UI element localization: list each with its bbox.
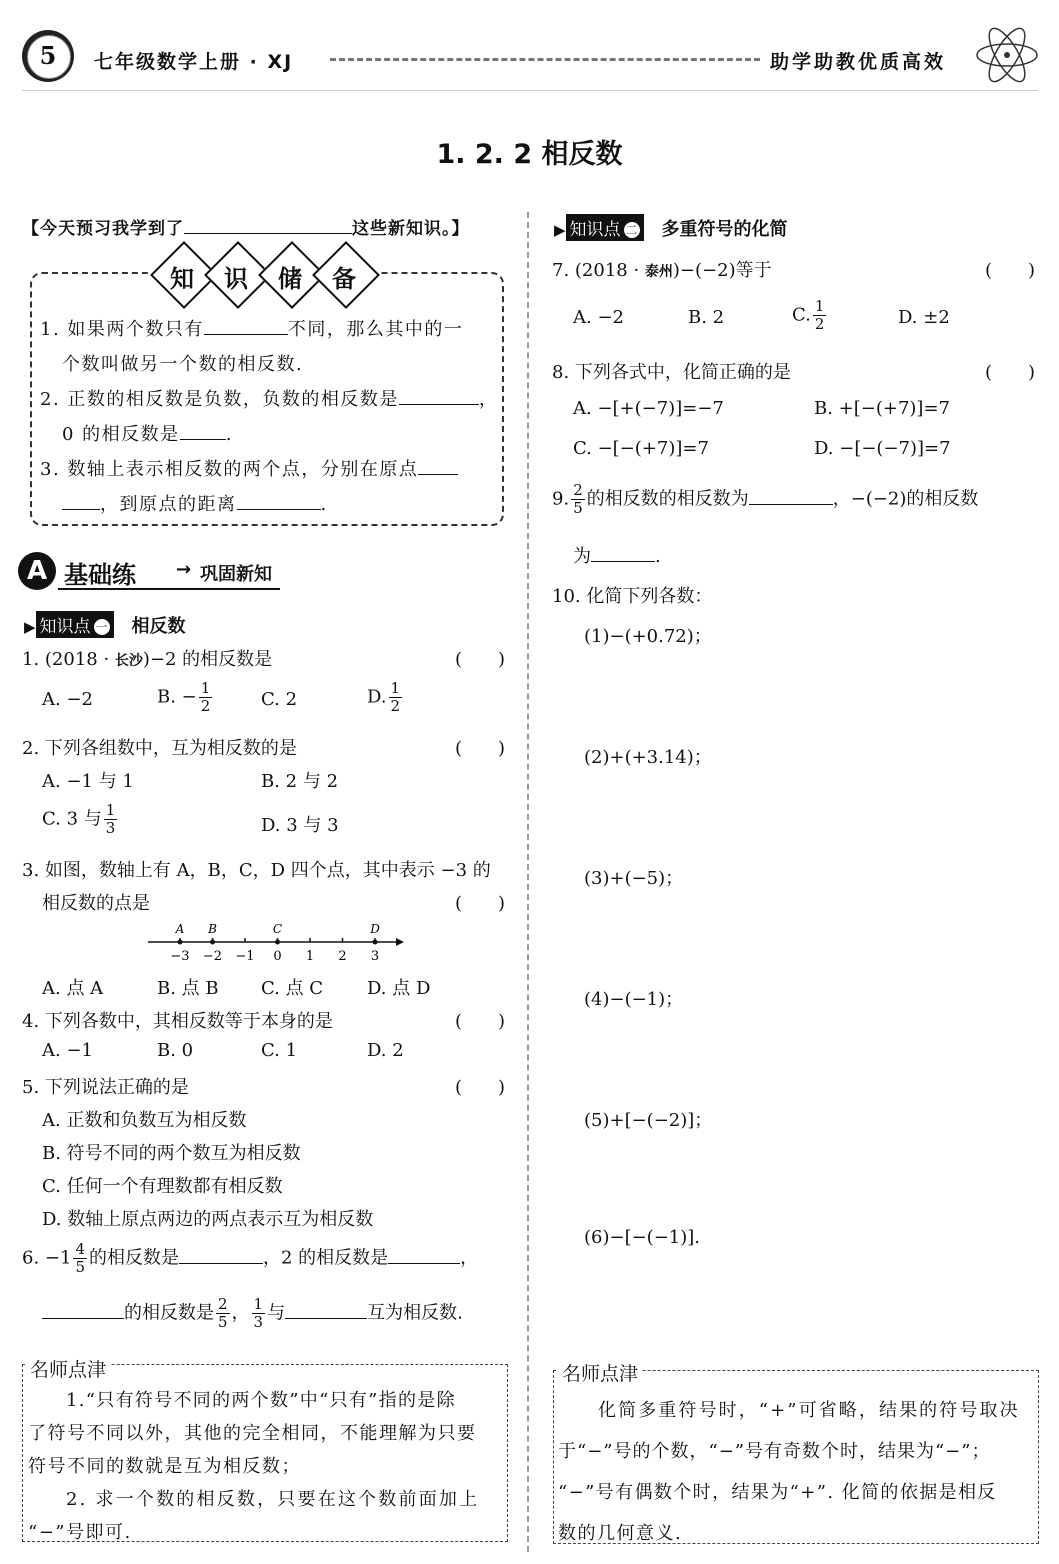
q3-option-b[interactable]: B. 点 B [157, 978, 219, 999]
preview-blank[interactable] [184, 217, 352, 234]
q-text: 1. (2018 · [22, 649, 115, 670]
frac-den: 5 [75, 1258, 85, 1276]
q10-item: (3)+(−5)； [584, 868, 684, 889]
question-6-cont [42, 1296, 463, 1331]
fraction [216, 1296, 230, 1331]
q-text: 6. −1 [22, 1247, 72, 1269]
q5-option-d[interactable]: D. 数轴上原点两边的两点表示互为相反数 [42, 1209, 374, 1230]
kp-tag-text: 知识点 [569, 220, 621, 240]
fraction [389, 680, 403, 715]
question-3-cont: 相反数的点是 [42, 893, 150, 914]
answer-blank[interactable] [399, 388, 479, 405]
q-text: 互为相反数. [367, 1302, 463, 1324]
axis-tick-label: 1 [305, 949, 315, 964]
question-3: 3. 如图，数轴上有 A，B，C，D 四个点，其中表示 −3 的 [22, 860, 491, 881]
q8-option-b[interactable]: B. +[−(+7)]=7 [814, 398, 950, 419]
frac-num: 4 [75, 1240, 85, 1258]
answer-blank[interactable] [179, 1247, 263, 1264]
axis-point-label: C [272, 922, 283, 936]
answer-paren[interactable]: ( ) [985, 260, 1036, 281]
header-dash-line [330, 58, 760, 61]
answer-blank[interactable] [418, 458, 458, 475]
answer-paren[interactable]: ( ) [455, 649, 506, 670]
book-title: 七年级数学上册 · XJ [94, 51, 294, 73]
knowledge-heading [150, 240, 380, 310]
heading-char: 备 [332, 265, 356, 293]
page-number: 5 [39, 41, 57, 70]
q-text: 的相反数是 [88, 1247, 179, 1269]
axis-tick-label: −1 [235, 949, 255, 964]
knowledge-point-2 [554, 214, 788, 241]
opt-text: C. 3 与 [42, 808, 102, 830]
item-text: 不同，那么其中的一 [287, 319, 464, 340]
answer-paren[interactable]: ( ) [455, 893, 506, 914]
opt-text: C. [792, 304, 811, 326]
triangle-icon: ▶ [24, 618, 36, 636]
fraction [73, 1241, 87, 1276]
q-text: 9. [552, 488, 570, 510]
q-source: 泰州 [644, 264, 673, 280]
q2-option-c[interactable] [42, 802, 119, 837]
question-5: 5. 下列说法正确的是 [22, 1077, 189, 1098]
axis-point [178, 940, 183, 945]
q-text: )−(−2)等于 [672, 260, 772, 281]
answer-paren[interactable]: ( ) [455, 1077, 506, 1098]
frac-num: 1 [200, 679, 211, 697]
section-a-badge [18, 552, 56, 590]
axis-point-label: B [208, 922, 217, 936]
q1-option-d[interactable] [367, 680, 404, 715]
q10-item: (4)−(−1)； [584, 989, 684, 1010]
q8-option-c[interactable]: C. −[−(+7)]=7 [573, 438, 709, 459]
item-text: 0 的相反数是 [62, 424, 180, 445]
item-text: 1. 如果两个数只有 [40, 319, 204, 340]
fraction [199, 680, 213, 715]
fraction [104, 802, 118, 837]
axis-point [210, 940, 215, 945]
header-slogan: 助学助教优质高效 [770, 51, 947, 73]
kp-title: 相反数 [131, 616, 186, 637]
question-8: 8. 下列各式中，化简正确的是 [552, 362, 791, 383]
tip-text: “−”号有偶数个时，结果为“+”. 化简的依据是相反 [558, 1482, 997, 1503]
knowledge-item-1 [40, 315, 463, 341]
frac-num: 1 [390, 679, 401, 697]
q10-item: (1)−(+0.72)； [584, 626, 712, 647]
question-4: 4. 下列各数中，其相反数等于本身的是 [22, 1011, 333, 1032]
frac-den: 3 [253, 1313, 264, 1331]
answer-blank[interactable] [591, 545, 655, 562]
q-text: ， [460, 1247, 479, 1269]
page-number-badge [22, 30, 74, 82]
q10-item: (6)−[−(−1)]. [584, 1227, 701, 1248]
q7-option-b[interactable]: B. 2 [688, 307, 725, 328]
arrow-icon: → [176, 559, 192, 580]
question-6 [22, 1241, 478, 1276]
badge-letter: A [26, 556, 48, 586]
axis-point-label: D [370, 922, 380, 936]
frac-num: 2 [573, 481, 583, 499]
triangle-icon: ▶ [554, 221, 566, 239]
frac-den: 2 [200, 697, 211, 715]
question-9-cont [573, 542, 661, 568]
axis-tick-label: 0 [273, 949, 282, 964]
opt-text: D. [367, 686, 387, 708]
answer-blank[interactable] [204, 318, 288, 335]
q8-option-d[interactable]: D. −[−(−7)]=7 [814, 438, 951, 459]
q-text: ， [231, 1302, 250, 1324]
q3-option-c[interactable]: C. 点 C [261, 978, 324, 999]
column-divider [527, 212, 529, 1552]
knowledge-item-1-cont: 个数叫做另一个数的相反数. [62, 354, 304, 375]
q5-option-c[interactable]: C. 任何一个有理数都有相反数 [42, 1176, 283, 1197]
knowledge-item-2 [40, 385, 498, 411]
knowledge-item-3-cont [62, 490, 328, 516]
question-1 [22, 645, 272, 671]
q4-option-b[interactable]: B. 0 [157, 1040, 194, 1061]
fraction [252, 1296, 266, 1331]
question-2: 2. 下列各组数中，互为相反数的是 [22, 738, 297, 759]
frac-den: 3 [105, 819, 116, 837]
preview-prefix: 【今天预习我学到了 [22, 219, 184, 239]
q7-option-c[interactable] [792, 298, 828, 333]
q-text: 7. (2018 · [552, 260, 645, 281]
axis-tick-label: −2 [202, 949, 223, 964]
question-10: 10. 化简下列各数： [552, 586, 713, 607]
atom-logo-icon [972, 22, 1042, 88]
answer-blank[interactable] [237, 493, 321, 510]
frac-den: 2 [814, 315, 825, 333]
axis-tick-label: 2 [338, 949, 347, 964]
frac-num: 1 [253, 1295, 264, 1313]
fraction [571, 482, 585, 517]
preview-line [22, 214, 470, 239]
q3-option-d[interactable]: D. 点 D [367, 978, 431, 999]
tip-text: 于“−”号的个数，“−”号有奇数个时，结果为“−”； [558, 1441, 991, 1462]
answer-blank[interactable] [749, 488, 833, 505]
header-rule [22, 90, 1038, 91]
q7-option-a[interactable]: A. −2 [573, 307, 624, 328]
item-text: . [225, 424, 233, 445]
lesson-title: 1. 2. 2 相反数 [436, 139, 623, 170]
tip-text: 2. 求一个数的相反数，只要在这个数前面加上 [66, 1489, 480, 1510]
kp-number: 一 [95, 620, 108, 634]
item-text: ，到原点的距离 [100, 494, 237, 515]
question-9 [552, 482, 978, 517]
tip-label: 名师点津 [26, 1355, 110, 1382]
axis-point [373, 940, 378, 945]
item-text: 3. 数轴上表示相反数的两个点，分别在原点 [40, 459, 419, 480]
q-text: ，−(−2)的相反数 [832, 488, 979, 510]
section-a-banner [18, 552, 280, 590]
section-a-subtitle: 巩固新知 [200, 564, 272, 585]
q-text: 的相反数是 [124, 1302, 214, 1324]
answer-blank[interactable] [180, 423, 226, 440]
q2-option-b[interactable]: B. 2 与 2 [261, 771, 339, 792]
knowledge-point-1 [24, 611, 186, 638]
q-text: 的相反数的相反数为 [586, 488, 749, 510]
q5-option-b[interactable]: B. 符号不同的两个数互为相反数 [42, 1143, 301, 1164]
axis-point [275, 940, 280, 945]
q8-option-a[interactable]: A. −[+(−7)]=−7 [573, 398, 724, 419]
answer-paren[interactable]: ( ) [455, 1011, 506, 1032]
kp-tag-text: 知识点 [39, 617, 91, 637]
q2-option-d[interactable]: D. 3 与 3 [261, 815, 339, 836]
frac-num: 1 [105, 801, 116, 819]
answer-blank[interactable] [285, 1302, 367, 1319]
axis-point-label: A [175, 922, 185, 936]
q1-option-a[interactable]: A. −2 [42, 689, 93, 710]
q1-option-c[interactable]: C. 2 [261, 689, 298, 710]
q4-option-a[interactable]: A. −1 [42, 1040, 93, 1061]
kp-number: 二 [625, 223, 638, 237]
axis-tick-label: −3 [170, 949, 190, 964]
q3-option-a[interactable]: A. 点 A [42, 978, 104, 999]
frac-den: 2 [390, 697, 401, 715]
knowledge-item-2-cont [62, 420, 233, 446]
q4-option-d[interactable]: D. 2 [367, 1040, 404, 1061]
q1-option-b[interactable] [157, 680, 214, 715]
q-text: )−2 的相反数是 [142, 649, 273, 670]
item-text: . [320, 494, 328, 515]
item-text: ， [478, 389, 499, 410]
preview-suffix: 这些新知识。】 [352, 219, 470, 239]
answer-paren[interactable]: ( ) [455, 738, 506, 759]
q10-item: (5)+[−(−2)]； [584, 1110, 713, 1131]
tip-text: 数的几何意义. [558, 1523, 683, 1544]
answer-blank[interactable] [42, 1302, 124, 1319]
opt-text: B. − [157, 686, 197, 708]
frac-num: 1 [814, 297, 825, 315]
tip-text: 符号不同的数就是互为相反数； [28, 1456, 301, 1477]
axis-tick-label: 3 [370, 949, 380, 964]
q-text: 为 [573, 546, 591, 567]
kp-title: 多重符号的化简 [661, 219, 788, 240]
tip-text: “−”号即可. [28, 1522, 132, 1543]
frac-num: 2 [218, 1295, 228, 1313]
tip-text: 化简多重符号时，“+”可省略，结果的符号取决 [598, 1400, 1020, 1421]
frac-den: 5 [218, 1313, 228, 1331]
knowledge-item-3 [40, 455, 458, 481]
q-text: 与 [267, 1302, 286, 1324]
answer-blank[interactable] [388, 1247, 460, 1264]
q4-option-c[interactable]: C. 1 [261, 1040, 298, 1061]
heading-char: 知 [170, 265, 194, 293]
heading-char: 识 [224, 265, 248, 293]
q5-option-a[interactable]: A. 正数和负数互为相反数 [42, 1110, 247, 1131]
kp-tag [566, 214, 644, 241]
tip-text: 了符号不同以外，其他的完全相同，不能理解为只要 [28, 1423, 477, 1444]
frac-den: 5 [573, 499, 583, 517]
number-line [140, 916, 410, 964]
fraction [813, 298, 827, 333]
kp-tag [36, 611, 114, 638]
heading-char: 储 [278, 265, 302, 293]
q2-option-a[interactable]: A. −1 与 1 [42, 771, 134, 792]
answer-paren[interactable]: ( ) [985, 362, 1036, 383]
q7-option-d[interactable]: D. ±2 [898, 307, 950, 328]
tip-text: 1.“只有符号不同的两个数”中“只有”指的是除 [66, 1390, 456, 1411]
q10-item: (2)+(+3.14)； [584, 747, 712, 768]
item-text: 2. 正数的相反数是负数，负数的相反数是 [40, 389, 399, 410]
q-text: ，2 的相反数是 [262, 1247, 389, 1269]
q-source: 长沙 [114, 653, 143, 669]
q-text: . [655, 546, 661, 567]
question-7 [552, 256, 772, 282]
tip-label: 名师点津 [558, 1359, 642, 1386]
section-a-title: 基础练 [64, 561, 136, 589]
answer-blank[interactable] [62, 493, 100, 510]
